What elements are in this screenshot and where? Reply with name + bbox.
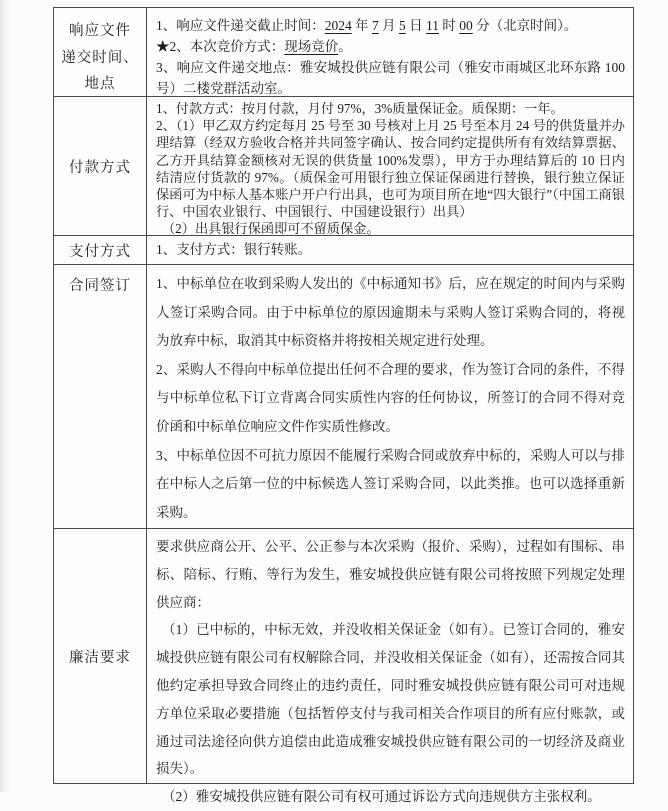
scan-edge-shadow — [0, 0, 10, 792]
text-segment: 3、中标单位因不可抗力原因不能履行采购合同或放弃中标的，采购人可以与排在中标人之后第一位的中标候选人签订采购合同，以此类推。也可以选择重新采购。 — [156, 447, 625, 520]
text-segment: 1、付款方式：按月付款，月付 97%，3%质量保证金。质保期：一年。 — [156, 101, 564, 116]
text-segment: （2）出具银行保函即可不留质保金。 — [162, 221, 380, 237]
row-label-contract_signing — [54, 265, 147, 528]
label-line: 支付方式 — [69, 243, 131, 260]
table-row-submission — [54, 8, 633, 96]
text-segment: 要求供应商公开、公平、公正参与本次采购（报价、采购），过程如有围标、串标、陪标、行贿、等行为发生，雅安城投供应链有限公司将按照下列规定处理供应商： — [156, 539, 625, 610]
paragraph — [156, 240, 625, 259]
paragraph — [156, 117, 625, 220]
underlined-value: 11 — [426, 18, 439, 33]
row-label-payment_terms — [54, 97, 147, 235]
row-content-integrity — [147, 529, 633, 805]
row-content-payment_terms — [147, 97, 633, 235]
label-line: 廉洁要求 — [69, 649, 131, 666]
doc-table — [53, 7, 634, 805]
row-label-payment_method — [54, 236, 147, 264]
row-content-payment_method — [147, 236, 633, 264]
text-segment: 分（北京时间）。 — [472, 18, 578, 33]
label-line: 递交时间、 — [61, 49, 139, 66]
underlined-value: 7 — [372, 18, 379, 33]
paragraph — [156, 36, 625, 57]
paragraph — [156, 270, 625, 356]
underlined-value: 00 — [459, 18, 473, 33]
text-segment: 时 — [439, 18, 460, 33]
table-row-payment_terms — [54, 96, 633, 235]
label-line: 响应文件 — [69, 23, 131, 39]
table-row-contract_signing — [54, 264, 633, 528]
text-segment: 。 — [338, 39, 352, 54]
text-segment: 年 — [351, 18, 372, 33]
text-segment: （2）雅安城投供应链有限公司有权可通过诉讼方式向违规供方主张权利。 — [162, 789, 601, 805]
paragraph — [156, 57, 625, 99]
text-segment: （1）已中标的，中标无效，并没收相关保证金（如有）。已签订合同的，雅安城投供应链有限公司有权解除合同，并没收相关保证金（如有），还需按合同其他约定承担导致合同终止的违约责任，同时雅安城投供应链有限公司可对违规方单位采取必要措施（包括暂停支付与我司相关合作项目的所有应付账款，或通过司法途径向供方追偿由此造成雅安城投供应链有限公司的一切经济及商业损失）。 — [156, 622, 625, 777]
paragraph — [156, 783, 625, 811]
paragraph — [156, 616, 625, 783]
text-segment: 日 — [405, 18, 426, 33]
text-segment: 1、支付方式：银行转账。 — [156, 242, 312, 257]
row-content-contract_signing — [147, 265, 633, 528]
text-segment: 3、响应文件递交地点：雅安城投供应链有限公司（雅安市雨城区北环东路 100号）二楼党群活动室。 — [156, 60, 625, 96]
paragraph — [156, 100, 625, 117]
underlined-value: 现场竞价 — [284, 39, 339, 54]
underlined-value: 2024 — [324, 18, 352, 33]
text-segment: 2、采购人不得向中标单位提出任何不合理的要求，作为签订合同的条件，不得与中标单位私下订立背离合同实质性内容的任何协议，所签订的合同不得对竞价函和中标单位响应文件作实质性修改。 — [156, 361, 625, 434]
text-segment: ★2、本次竞价方式： — [156, 39, 285, 54]
paragraph — [156, 15, 625, 36]
paragraph — [156, 533, 625, 616]
row-content-submission — [147, 8, 633, 96]
underlined-value: 5 — [399, 18, 406, 33]
label-line: 地点 — [84, 76, 116, 92]
row-label-submission — [54, 8, 147, 96]
table-row-payment_method — [54, 235, 633, 264]
row-label-integrity — [54, 529, 147, 783]
text-segment: 2、（1）甲乙双方约定每月 25 号至 30 号核对上月 25 号至本月 24 号的供货量并办理结算（经双方验收合格并共同签字确认、按合同约定提供所有有效结算票据、乙方开具结算金额核对无误的供货量 100%发票），甲方于办理结算后的 10 日内结清应付货款的 97%。（质保金可用银行独立保证保函进行替换，银行独立保证保函可为中标人基本账户开户行出具，也可为项目所在地“四大银行”（中国工商银行、中国农业银行、中国银行、中国建设银行）出具） — [156, 118, 625, 220]
paragraph — [156, 356, 625, 442]
text-segment: 1、中标单位在收到采购人发出的《中标通知书》后，应在规定的时间内与采购人签订采购合同。由于中标单位的原因逾期未与采购人签订采购合同的，将视为放弃中标，取消其中标资格并将按相关规定进行处理。 — [156, 276, 625, 349]
text-segment: 月 — [378, 18, 399, 33]
paragraph — [156, 442, 625, 528]
table-row-integrity — [54, 528, 633, 805]
label-line: 合同签订 — [69, 278, 131, 294]
label-line: 付款方式 — [69, 159, 131, 176]
text-segment: 1、响应文件递交截止时间： — [156, 18, 325, 33]
